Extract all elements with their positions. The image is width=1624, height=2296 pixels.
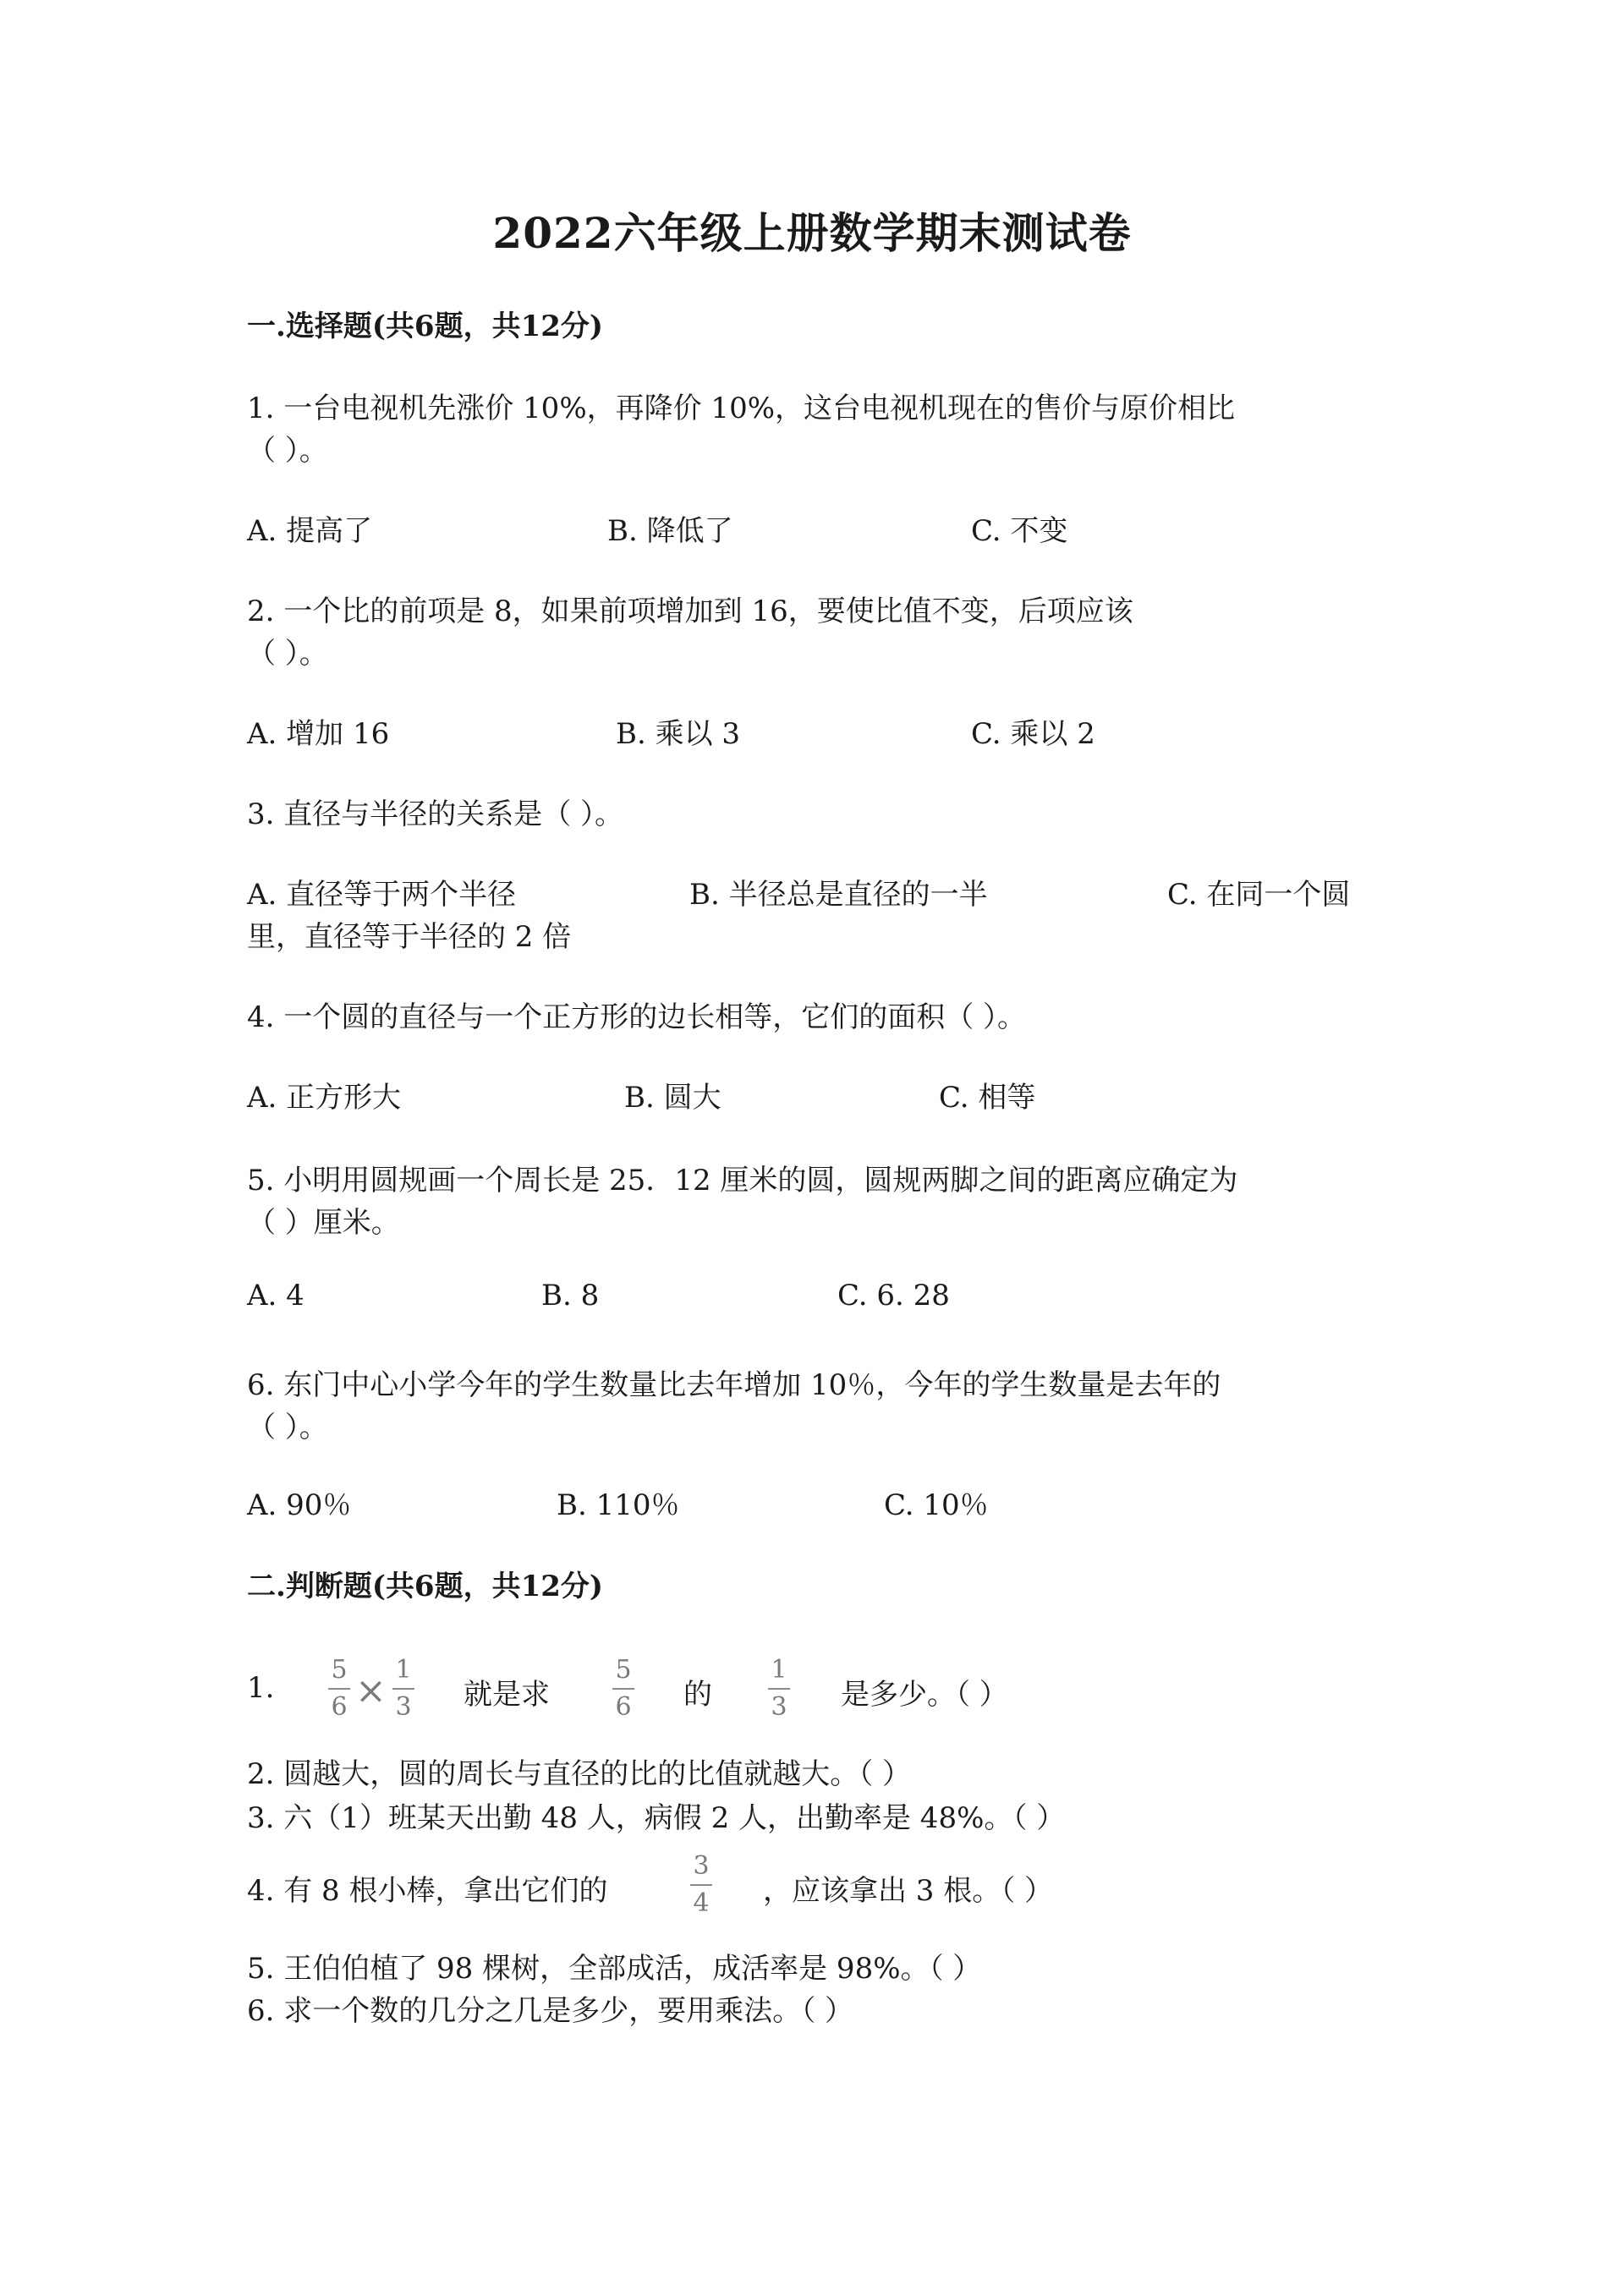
judgement-5-text: 5. 王伯伯植了 98 棵树，全部成活，成活率是 98%。（ ） [247,1952,982,1986]
question-4-option-c: C. 相等 [939,1081,1036,1115]
judgement-1-number: 1. [247,1671,275,1705]
question-5-option-a: A. 4 [247,1279,304,1312]
question-1-option-b: B. 降低了 [607,514,733,548]
fraction-three-quarters [690,1851,712,1918]
section-heading-judgement: 二.判断题(共6题，共12分) [247,1570,603,1603]
fraction-five-sixths-2 [612,1655,634,1722]
question-5-option-b: B. 8 [541,1279,600,1312]
question-6-option-c: C. 10％ [884,1488,989,1522]
question-5-blank: （ ）厘米。 [247,1206,400,1240]
question-2-option-b: B. 乘以 3 [616,717,741,751]
fraction-numerator: 5 [615,1655,632,1685]
fraction-denominator: 6 [615,1692,632,1722]
question-6-option-a: A. 90％ [247,1488,352,1522]
fraction-numerator: 1 [395,1655,412,1685]
fraction-bar [690,1884,712,1886]
question-3-option-b: B. 半径总是直径的一半 [689,878,988,912]
judgement-4-text-a: 4. 有 8 根小棒，拿出它们的 [247,1874,608,1908]
question-5-option-c: C. 6. 28 [837,1279,950,1312]
fraction-bar [328,1688,350,1690]
judgement-1-text-a: 就是求 [464,1678,550,1712]
question-4-text: 4. 一个圆的直径与一个正方形的边长相等，它们的面积（ ）。 [247,1000,1027,1034]
fraction-denominator: 4 [693,1888,710,1918]
multiply-sign: × [355,1669,387,1712]
question-2-blank: （ ）。 [247,637,328,671]
fraction-bar [612,1688,634,1690]
judgement-1-text-b: 的 [683,1678,712,1712]
question-1-option-c: C. 不变 [971,514,1068,548]
judgement-2-text: 2. 圆越大，圆的周长与直径的比的比值就越大。（ ） [247,1757,912,1791]
fraction-one-third [392,1655,414,1722]
judgement-1-text-c: 是多少。（ ） [841,1678,1008,1712]
fraction-numerator: 5 [331,1655,348,1685]
question-3-option-c-continued: 里，直径等于半径的 2 倍 [247,920,572,954]
question-6-blank: （ ）。 [247,1411,328,1444]
fraction-one-third-2 [768,1655,790,1722]
fraction-denominator: 3 [771,1692,787,1722]
fraction-denominator: 3 [395,1692,412,1722]
question-3-option-a: A. 直径等于两个半径 [247,878,517,912]
question-2-text: 2. 一个比的前项是 8，如果前项增加到 16，要使比值不变，后项应该 [247,595,1133,628]
section-heading-choice: 一.选择题(共6题，共12分) [247,310,603,343]
judgement-6-text: 6. 求一个数的几分之几是多少，要用乘法。（ ） [247,1994,854,2028]
fraction-numerator: 1 [771,1655,787,1685]
question-3-text: 3. 直径与半径的关系是（ ）。 [247,797,624,831]
question-3-option-c: C. 在同一个圆 [1167,878,1351,912]
question-4-option-b: B. 圆大 [624,1081,721,1115]
fraction-bar [392,1688,414,1690]
question-5-text: 5. 小明用圆规画一个周长是 25．12 厘米的圆，圆规两脚之间的距离应确定为 [247,1164,1238,1197]
fraction-five-sixths [328,1655,350,1722]
fraction-denominator: 6 [331,1692,348,1722]
question-4-option-a: A. 正方形大 [247,1081,402,1115]
judgement-3-text: 3. 六（1）班某天出勤 48 人，病假 2 人，出勤率是 48%。（ ） [247,1801,1066,1835]
question-6-text: 6. 东门中心小学今年的学生数量比去年增加 10％，今年的学生数量是去年的 [247,1368,1221,1402]
judgement-4-text-b: ，应该拿出 3 根。（ ） [763,1874,1054,1908]
page-title: 2022六年级上册数学期末测试卷 [492,208,1132,258]
question-1-option-a: A. 提高了 [247,514,373,548]
fraction-bar [768,1688,790,1690]
question-2-option-c: C. 乘以 2 [971,717,1095,751]
question-6-option-b: B. 110％ [557,1488,680,1522]
question-1-text: 1. 一台电视机先涨价 10%，再降价 10%，这台电视机现在的售价与原价相比 [247,392,1236,425]
question-2-option-a: A. 增加 16 [247,717,390,751]
fraction-numerator: 3 [693,1851,710,1881]
question-1-blank: （ ）。 [247,434,328,468]
